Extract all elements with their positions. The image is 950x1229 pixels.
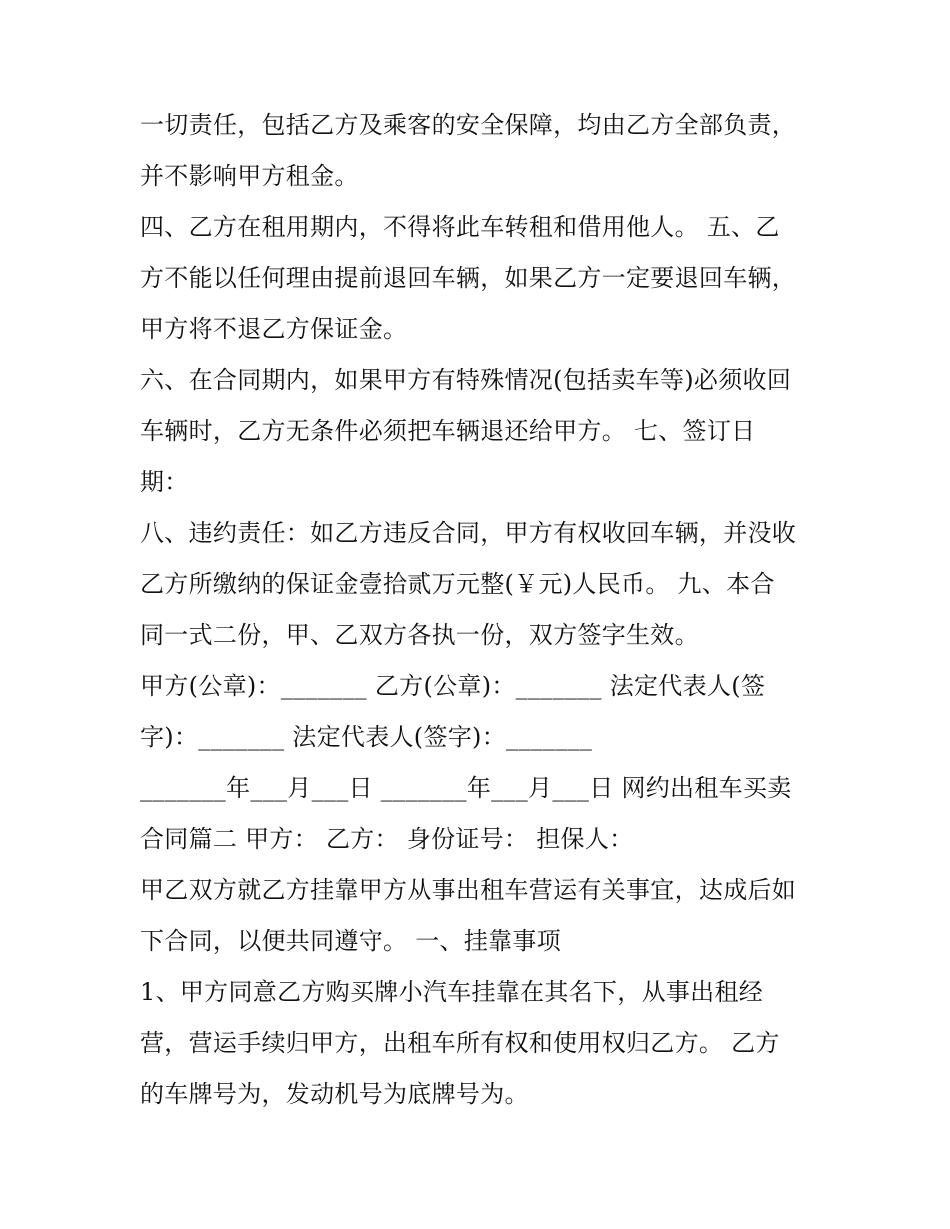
text-line: 期： [140,468,189,496]
text-line: 六、在合同期内，如果甲方有特殊情况(包括卖车等)必须收回 [140,366,792,394]
signature-line: 甲方(公章)：_______ 乙方(公章)：_______ 法定代表人(签 [140,672,766,700]
text-line: 一切责任，包括乙方及乘客的安全保障，均由乙方全部负责， [140,111,797,139]
text-line: 下合同，以便共同遵守。 一、挂靠事项 [140,927,562,955]
text-line: 并不影响甲方租金。 [140,162,359,190]
signature-line: 字)：_______ 法定代表人(签字)：_______ [140,723,593,751]
text-line: 乙方所缴纳的保证金壹拾贰万元整(￥元)人民币。 九、本合 [140,570,775,598]
text-line: 车辆时，乙方无条件必须把车辆退还给甲方。 七、签订日 [140,417,756,445]
text-line: 营，营运手续归甲方，出租车所有权和使用权归乙方。 乙方 [140,1029,780,1057]
text-line: 方不能以任何理由提前退回车辆，如果乙方一定要退回车辆， [140,264,797,292]
text-line: 四、乙方在租用期内，不得将此车转租和借用他人。 五、乙 [140,213,780,241]
text-line: 的车牌号为，发动机号为底牌号为。 [140,1080,529,1108]
document-body [140,100,820,1120]
text-line: 合同篇二 甲方： 乙方： 身份证号： 担保人： [140,825,634,853]
text-line: 甲方将不退乙方保证金。 [140,315,408,343]
text-line: 甲乙双方就乙方挂靠甲方从事出租车营运有关事宜，达成后如 [140,876,797,904]
date-line: _______年___月___日 _______年___月___日 网约出租车买卖 [140,774,792,802]
text-line: 1、甲方同意乙方购买牌小汽车挂靠在其名下，从事出租经 [140,978,764,1006]
text-line: 同一式二份，甲、乙双方各执一份，双方签字生效。 [140,621,699,649]
text-line: 八、违约责任：如乙方违反合同，甲方有权收回车辆，并没收 [140,519,797,547]
